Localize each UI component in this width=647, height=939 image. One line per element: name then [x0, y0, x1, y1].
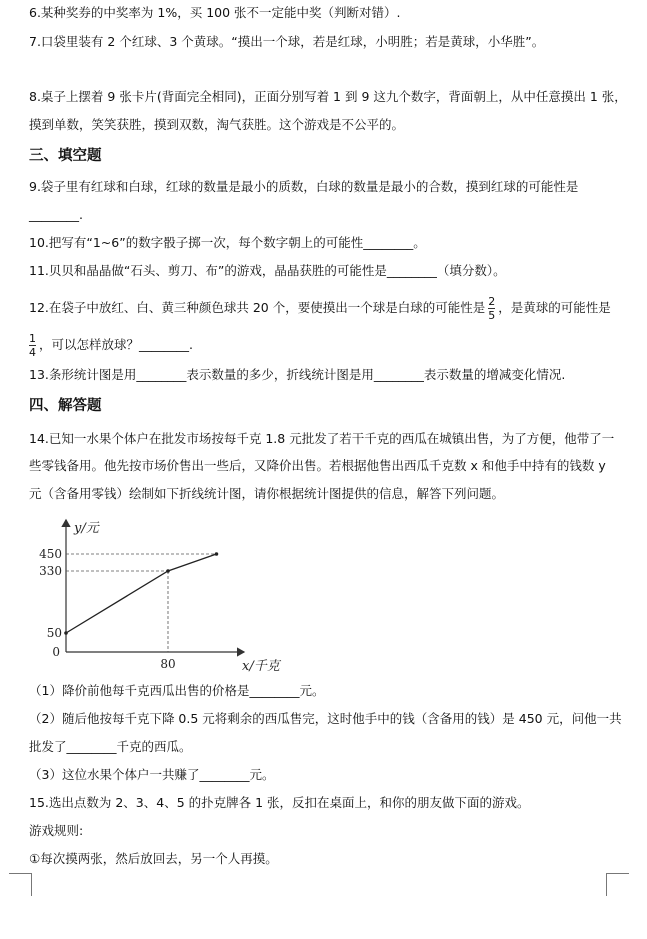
y-tick-label-50: 50	[46, 626, 62, 640]
page-corner-mark-left	[9, 873, 32, 896]
question-14-line3: 元（含备用零钱）绘制如下折线统计图，请你根据统计图提供的信息，解答下列问题。	[29, 486, 505, 501]
question-14-part1: （1）降价前他每千克西瓜出售的价格是________元。	[29, 683, 325, 698]
data-point-2	[215, 552, 219, 556]
question-9-line1: 9.袋子里有红球和白球，红球的数量是最小的质数，白球的数量是最小的合数，摸到红球的可能性是	[29, 179, 579, 194]
y-tick-label-450: 450	[39, 547, 62, 561]
line-chart	[30, 512, 280, 674]
question-15: 15.选出点数为 2、3、4、5 的扑克牌各 1 张，反扣在桌面上，和你的朋友做下面的游戏。	[29, 795, 530, 810]
fraction-numerator: 2	[488, 295, 496, 308]
game-rules-title: 游戏规则:	[29, 823, 84, 838]
question-12-line2	[29, 333, 193, 358]
question-9-line2: ________.	[29, 207, 83, 222]
section-answer-heading: 四、解答题	[29, 398, 102, 414]
fraction-two-fifths	[488, 296, 495, 321]
game-rule-1: ①每次摸两张，然后放回去，另一个人再摸。	[29, 851, 278, 866]
question-6: 6.某种奖券的中奖率为 1%，买 100 张不一定能中奖（判断对错）.	[29, 5, 401, 20]
question-10: 10.把写有“1~6”的数字骰子掷一次，每个数字朝上的可能性________。	[29, 235, 426, 250]
page-corner-mark-right	[606, 873, 629, 896]
question-12-text-b: ，是黄球的可能性是	[498, 300, 611, 315]
question-14-line1: 14.已知一水果个体户在批发市场按每千克 1.8 元批发了若干千克的西瓜在城镇出售，为了方便，他带了一	[29, 431, 615, 446]
fraction-numerator: 1	[29, 332, 36, 345]
origin-label: 0	[52, 645, 60, 659]
x-tick-label-80: 80	[160, 657, 176, 671]
question-14-part2-line2: 批发了________千克的西瓜。	[29, 739, 192, 754]
y-tick-label-330: 330	[39, 564, 62, 578]
y-axis-label: y/元	[74, 521, 99, 536]
fraction-denominator: 4	[29, 346, 36, 359]
x-axis-label: x/千克	[242, 659, 280, 674]
question-13: 13.条形统计图是用________表示数量的多少，折线统计图是用________表示数量的增减变化情况.	[29, 367, 566, 382]
data-point-0	[64, 631, 68, 635]
question-14-part3: （3）这位水果个体户一共赚了________元。	[29, 767, 275, 782]
question-14-part2-line1: （2）随后他按每千克下降 0.5 元将剩余的西瓜售完，这时他手中的钱（含备用的钱）是 450 元，问他一共	[29, 711, 622, 726]
section-fill-in-heading: 三、填空题	[29, 148, 102, 164]
data-point-1	[166, 569, 170, 573]
question-12-text-a: 12.在袋子中放红、白、黄三种颜色球共 20 个，要使摸出一个球是白球的可能性是	[29, 300, 486, 315]
series-line	[66, 554, 216, 633]
question-12-text-c: ，可以怎样放球？________.	[39, 337, 193, 352]
question-12-line1	[29, 296, 611, 321]
question-8-line1: 8.桌子上摆着 9 张卡片(背面完全相同)，正面分别写着 1 到 9 这九个数字，背面朝上，从中任意摸出 1 张，	[29, 89, 627, 104]
fraction-denominator: 5	[488, 309, 496, 322]
question-14-line2: 些零钱备用。他先按市场价售出一些后，又降价出售。若根据他售出西瓜千克数 x 和他手中持有的钱数 y	[29, 458, 606, 473]
question-11: 11.贝贝和晶晶做“石头、剪刀、布”的游戏，晶晶获胜的可能性是________（填分数）。	[29, 263, 506, 278]
fraction-one-quarter	[29, 333, 36, 358]
question-7: 7.口袋里装有 2 个红球、3 个黄球。“摸出一个球，若是红球，小明胜；若是黄球，小华胜”。	[29, 34, 545, 49]
question-8-line2: 摸到单数，笑笑获胜，摸到双数，淘气获胜。这个游戏是不公平的。	[29, 117, 405, 132]
